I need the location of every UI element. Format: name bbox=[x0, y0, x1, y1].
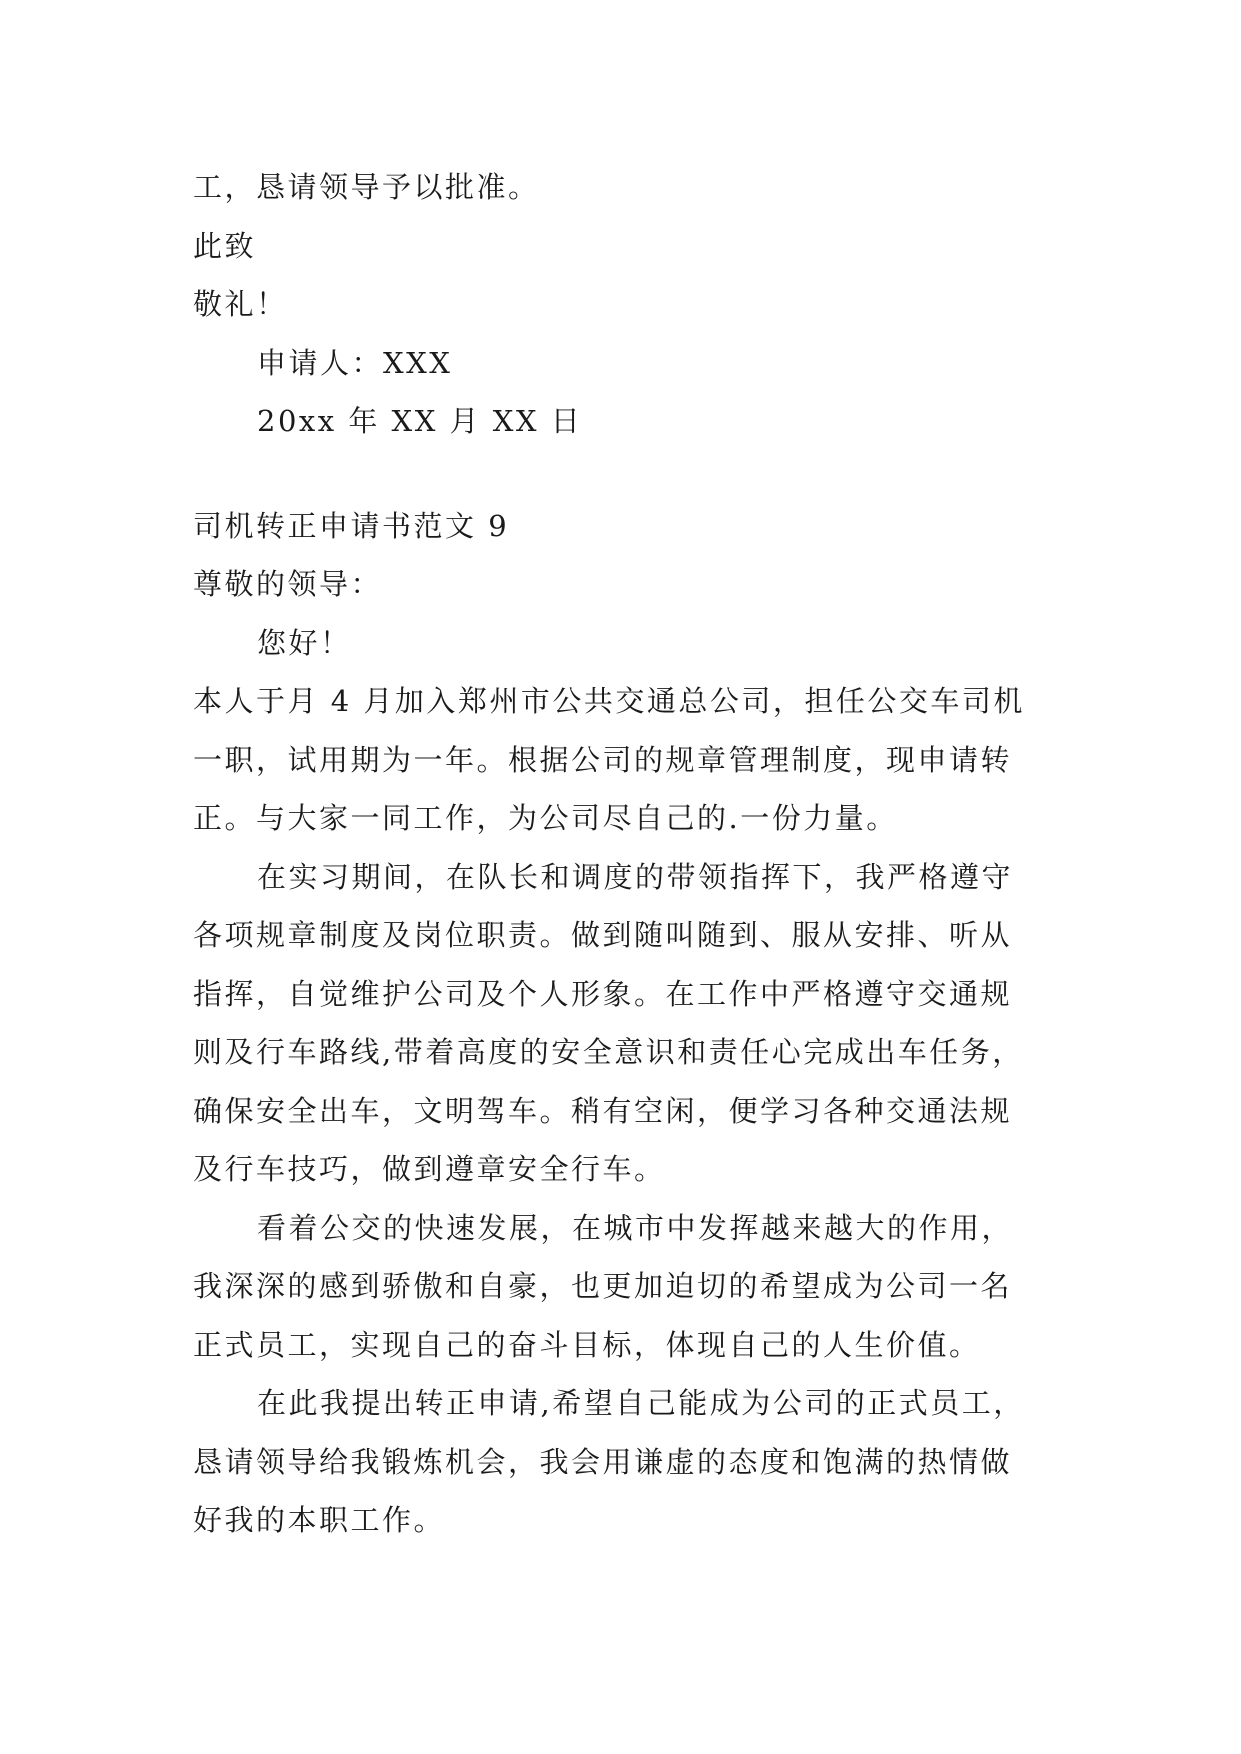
signature-date: 20xx 年 XX 月 XX 日 bbox=[257, 404, 583, 438]
paragraph-line: 一职，试用期为一年。根据公司的规章管理制度，现申请转 bbox=[193, 742, 1013, 777]
paragraph-line: 本人于月 4 月加入郑州市公共交通总公司，担任公交车司机 bbox=[193, 684, 1025, 718]
section-gap bbox=[193, 451, 1073, 497]
paragraph-line: 正。与大家一同工作，为公司尽自己的.一份力量。 bbox=[193, 801, 898, 835]
document-body bbox=[193, 158, 1073, 1550]
paragraph-line: 则及行车路线,带着高度的安全意识和责任心完成出车任务， bbox=[193, 1035, 1024, 1069]
closing-phrase: 此致 bbox=[193, 228, 257, 263]
paragraph-line: 在实习期间，在队长和调度的带领指挥下，我严格遵守 bbox=[257, 859, 1014, 894]
paragraph-line: 看着公交的快速发展，在城市中发挥越来越大的作用， bbox=[257, 1210, 1014, 1245]
paragraph-line: 在此我提出转正申请,希望自己能成为公司的正式员工， bbox=[257, 1386, 1025, 1420]
paragraph-line: 恳请领导给我锻炼机会，我会用谦虚的态度和饱满的热情做 bbox=[193, 1444, 1013, 1479]
paragraph-line: 正式员工，实现自己的奋斗目标，体现自己的人生价值。 bbox=[193, 1327, 981, 1362]
section-title: 司机转正申请书范文 9 bbox=[193, 508, 510, 543]
text-line: 工，恳请领导予以批准。 bbox=[193, 170, 540, 204]
paragraph-line: 确保安全出车，文明驾车。稍有空闲，便学习各种交通法规 bbox=[193, 1093, 1013, 1128]
paragraph-line: 好我的本职工作。 bbox=[193, 1503, 446, 1537]
paragraph-line: 及行车技巧，做到遵章安全行车。 bbox=[193, 1152, 666, 1186]
applicant-signature: 申请人：XXX bbox=[257, 345, 453, 380]
salutation: 尊敬的领导： bbox=[193, 567, 383, 601]
paragraph-line: 各项规章制度及岗位职责。做到随叫随到、服从安排、听从 bbox=[193, 918, 1013, 952]
greeting: 您好！ bbox=[257, 625, 352, 660]
closing-salute: 敬礼！ bbox=[193, 287, 288, 321]
paragraph-line: 指挥，自觉维护公司及个人形象。在工作中严格遵守交通规 bbox=[193, 976, 1013, 1011]
paragraph-line: 我深深的感到骄傲和自豪，也更加迫切的希望成为公司一名 bbox=[193, 1269, 1013, 1303]
